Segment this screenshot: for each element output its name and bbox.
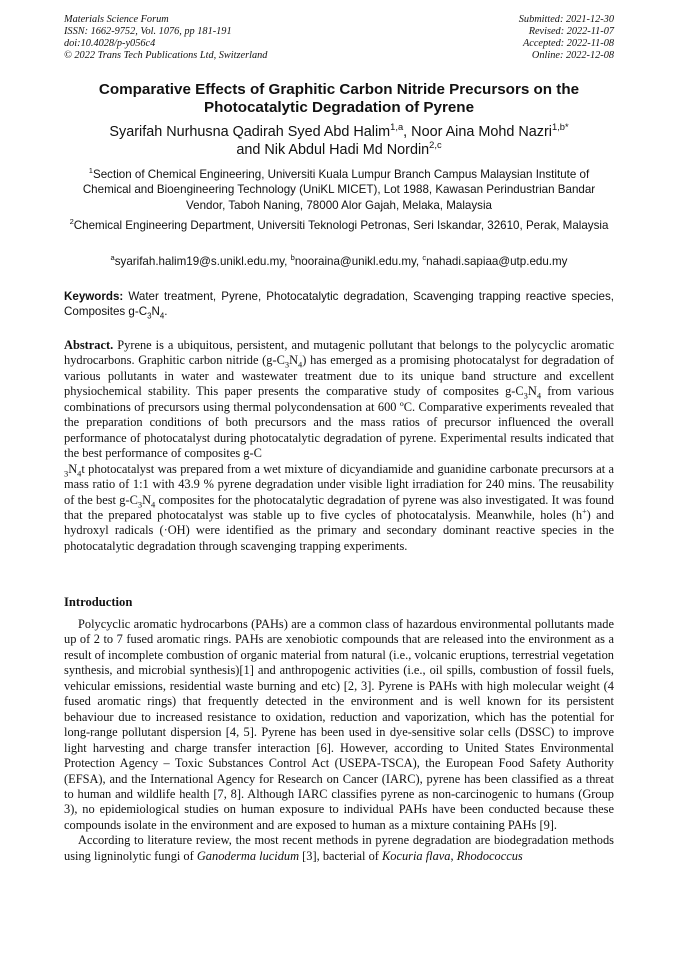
- species-name: Ganoderma lucidum: [196, 848, 300, 863]
- abstract-text: ) has emerged as a promising photocatalyst for degradation of various pollutants in water and wastewater treatment due to its unique band structure and excellent physiochemical stability. This paper presents the comparative study of composites g-C: [64, 353, 614, 399]
- intro-paragraph-1: Polycyclic aromatic hydrocarbons (PAHs) are a common class of hazardous environmental pollutants made up of 2 to 7 fused aromatic rings. PAHs are xenobiotic compounds that are released into the environment as a result of incomplete combustion of organic material from natural (i.e., volcanic eruptions, terrestrial vegetation synthesis, and microbial synthesis)[1] and anthropogenic activities (i.e., oil spills, combustion of fossil fuels, vehicular emissions, residential waste burning and etc) [2, 3]. Pyrene is PAHs with high molecular weight (4 fused aromatic rings) that frequently detected in the environment and is well known for its persistent behaviour due to increased resistance to oxidation, reduction and vaporization, which has the potential for long-range pollutant dispersion [4, 5]. Pyrene has been used in dye-sensitive solar cells (DSSC) to improve light harvesting and charge transfer interaction [6]. However, according to United States Environmental Protection Agency – Toxic Substances Control Act (USEPA-TSCA), the European Food Safety Authority (EFSA), and the International Agency for Research on Cancer (IARC), pyrene has been classified as a threat to human and wildlife health [7, 8]. Although IARC classifies pyrene as non-carcinogenic to humans (Group 3), no epidemiological studies on human exposure to individual PAHs have been conducted because these compounds isolate in the environment and are exposed to human as a mixture containing PAHs [9].: [64, 617, 614, 832]
- formula-sub: 3: [64, 468, 69, 479]
- author-3-affil: 2,c: [429, 140, 442, 151]
- abstract: [64, 338, 614, 554]
- author-3: Nik Abdul Hadi Md Nordin: [264, 142, 430, 158]
- email-list: [64, 254, 614, 269]
- keywords-text: Water treatment, Pyrene, Photocatalytic degradation, Scavenging trapping reactive species, Composites g-C: [64, 290, 614, 319]
- journal-info: [64, 14, 267, 62]
- species-name: Kocuria flava: [381, 848, 451, 863]
- title-line-1: Comparative Effects of Graphitic Carbon Nitride Precursors on the: [98, 81, 580, 98]
- intro-text: ,: [450, 848, 457, 863]
- affiliation-1-marker: 1: [88, 166, 93, 176]
- abstract-text: Pyrene is a ubiquitous, persistent, and mutagenic pollutant that belongs to the polycyclic aromatic hydrocarbons. Graphitic carbon nitride (g-C: [64, 338, 614, 368]
- keywords-text-mid: N: [151, 305, 160, 319]
- accepted-date: Accepted: 2022-11-08: [522, 38, 614, 49]
- keywords-sub: 4: [159, 311, 165, 321]
- affiliation-1-text: Section of Chemical Engineering, Universiti Kuala Lumpur Branch Campus Malaysian Institute of Chemical and Bioengineering Technology (UniKL MICET), Lot 1988, Kawasan Perindustrian Bandar Vendor, Taboh Naning, 78000 Alor Gajah, Melaka, Malaysia: [82, 168, 596, 212]
- doi: doi:10.4028/p-y056c4: [64, 38, 156, 49]
- title-line-2: Photocatalytic Degradation of Pyrene: [203, 99, 475, 116]
- paper-title: [64, 81, 614, 117]
- abstract-label: Abstract.: [64, 338, 114, 352]
- abstract-text: from various combinations of precursors using thermal polycondensation at 600 ºC. Comparative experiments revealed that the preparation conditions of both precursors and the mass ratios of precursor influenced the overall performance of photocatalyst during photocatalytic degradation of pyrene. Experimental results indicated that the best performance of composites g-C: [64, 384, 614, 461]
- formula-sub: 4: [536, 390, 542, 401]
- affiliation-1: [64, 167, 614, 213]
- author-1-affil: 1,a: [390, 122, 404, 133]
- abstract-text: ) and hydroxyl radicals (·OH) were identified as the primary and secondary dominant reactive species in the photocatalytic degradation through scavenging trapping experiments.: [64, 507, 614, 553]
- hole-charge: +: [582, 506, 587, 516]
- keywords-sub: 3: [147, 311, 152, 321]
- species-name: Rhodococcus: [456, 848, 523, 863]
- email-c-marker: c: [422, 253, 427, 263]
- formula-sub: 4: [151, 499, 156, 509]
- formula-sub: 3: [137, 499, 143, 509]
- author-1: Syarifah Nurhusna Qadirah Syed Abd Halim: [109, 124, 391, 140]
- dates-info: [519, 14, 614, 62]
- formula-sub: 4: [298, 359, 303, 370]
- formula-n: N: [142, 492, 152, 507]
- keywords-label: Keywords:: [64, 290, 124, 303]
- intro-text: [3], bacterial of: [299, 848, 382, 863]
- keywords: [64, 289, 614, 320]
- introduction-body: [64, 617, 614, 864]
- issn: ISSN: 1662-9752, Vol. 1076, pp 181-191: [64, 26, 232, 37]
- online-date: Online: 2022-12-08: [531, 50, 614, 61]
- author-list: [64, 123, 614, 159]
- email-b-marker: b: [290, 253, 295, 263]
- author-line-1: [64, 123, 614, 141]
- revised-date: Revised: 2022-11-07: [528, 26, 614, 37]
- author-line-2: [64, 141, 614, 159]
- abstract-text: composites for the photocatalytic degradation of pyrene was also investigated. It was found that the prepared photocatalyst was stable up to five cycles of photocatalysis. Meanwhile, holes (h: [64, 492, 614, 522]
- copyright: © 2022 Trans Tech Publications Ltd, Switzerland: [64, 50, 268, 61]
- email-b: nooraina@unikl.edu.my,: [294, 255, 423, 268]
- intro-text: According to literature review, the most recent methods in pyrene degradation are biodegradation methods using ligninolytic fungi of: [64, 833, 614, 863]
- author-2: Noor Aina Mohd Nazri: [411, 124, 552, 140]
- affiliation-2-text: Chemical Engineering Department, Universiti Teknologi Petronas, Seri Iskandar, 32610, Perak, Malaysia: [73, 219, 609, 232]
- keywords-end: .: [164, 305, 168, 319]
- email-a: syarifah.halim19@s.unikl.edu.my,: [114, 255, 291, 268]
- author-separator: ,: [403, 124, 412, 140]
- formula-sub: 3: [284, 359, 290, 370]
- email-c: nahadi.sapiaa@utp.edu.my: [426, 255, 568, 268]
- abstract-text: t photocatalyst was prepared from a wet mixture of dicyandiamide and guanidine carbonate precursors at a mass ratio of 1:1 with 43.9 % pyrene degradation under visible light irradiation for 240 mins. The reusability of the best g-C: [64, 461, 614, 507]
- author-conjunction: and: [236, 142, 265, 158]
- formula-sub: 4: [77, 468, 82, 479]
- formula-n: N: [68, 461, 78, 476]
- affiliation-2: [64, 218, 614, 233]
- journal-name: Materials Science Forum: [64, 14, 169, 25]
- email-a-marker: a: [110, 253, 115, 263]
- intro-paragraph-2: [64, 833, 614, 864]
- formula-n: N: [289, 353, 299, 368]
- author-2-affil: 1,b*: [551, 122, 569, 133]
- formula-n: N: [527, 384, 537, 399]
- section-heading-introduction: Introduction: [64, 595, 133, 609]
- formula-sub: 3: [523, 390, 528, 401]
- affiliation-2-marker: 2: [69, 217, 74, 227]
- submitted-date: Submitted: 2021-12-30: [518, 14, 614, 25]
